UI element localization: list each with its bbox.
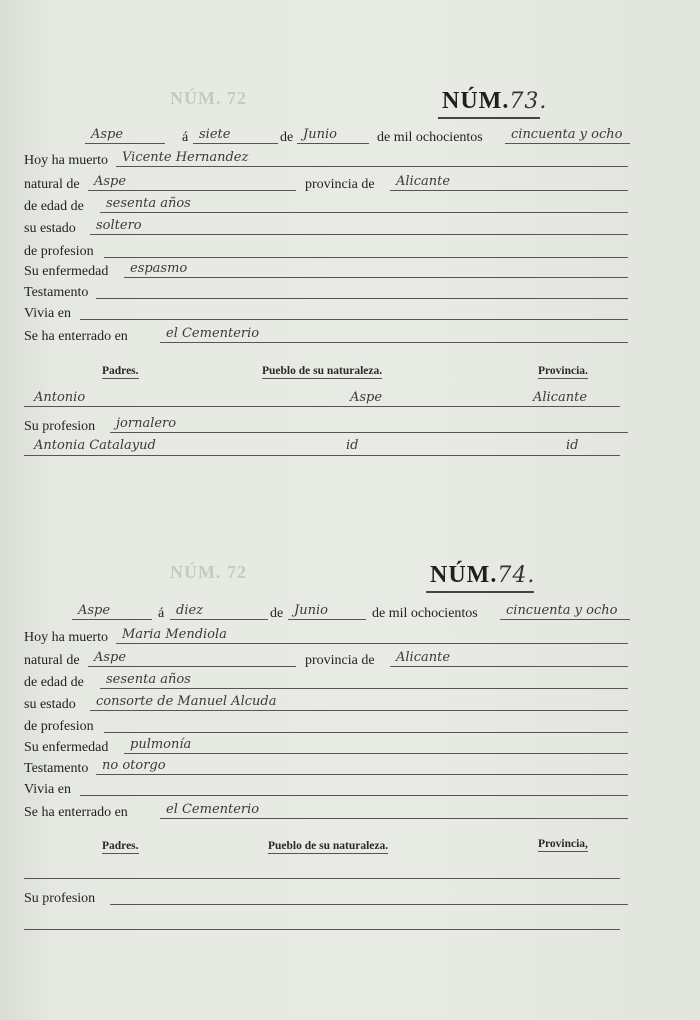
padres-header: Padres.: [102, 365, 139, 377]
vivia-field: [80, 777, 628, 796]
father-line: [24, 406, 620, 407]
a-label: á: [158, 606, 165, 621]
natural-field: Aspe: [88, 648, 296, 667]
month-field: Junio: [288, 601, 366, 620]
mother-line: [24, 929, 620, 930]
enfermedad-label: Su enfermedad: [24, 740, 109, 755]
vivia-field: [80, 301, 628, 320]
profesion-label: de profesion: [24, 719, 94, 734]
muerto-label: Hoy ha muerto: [24, 153, 108, 168]
edad-field: sesenta años: [100, 670, 628, 689]
father-town: Aspe: [350, 390, 383, 405]
record-number-value: 73.: [509, 89, 548, 114]
father-province: Alicante: [533, 390, 588, 405]
mother-province: id: [566, 438, 579, 453]
mother-town: id: [346, 438, 359, 453]
profesion-field: [104, 714, 628, 733]
padres-header: Padres.: [102, 840, 139, 852]
enterrado-field: el Cementerio: [160, 800, 628, 819]
mother-name-field: Antonia Catalayud id id: [34, 438, 579, 453]
provincia-header: Provincia,: [538, 838, 588, 850]
place-field: Aspe: [85, 125, 165, 144]
edad-label: de edad de: [24, 199, 84, 214]
de-label: de: [270, 606, 284, 621]
estado-field: consorte de Manuel Alcuda: [90, 692, 628, 711]
muerto-label: Hoy ha muerto: [24, 630, 108, 645]
enterrado-field: el Cementerio: [160, 324, 628, 343]
month-field: Junio: [297, 125, 369, 144]
natural-label: natural de: [24, 177, 80, 192]
estado-label: su estado: [24, 221, 76, 236]
year-field: cincuenta y ocho: [500, 601, 630, 620]
a-label: á: [182, 130, 189, 145]
mother-line: [24, 455, 620, 456]
mil-label: de mil ochocientos: [372, 606, 478, 621]
natural-field: Aspe: [88, 172, 296, 191]
enterrado-label: Se ha enterrado en: [24, 329, 128, 344]
day-field: diez: [170, 601, 268, 620]
year-field: cincuenta y ocho: [505, 125, 630, 144]
enfermedad-label: Su enfermedad: [24, 264, 109, 279]
ghost-number-top: NÚM. 72: [170, 88, 247, 108]
su-profesion-label: Su profesion: [24, 891, 96, 906]
provincia-label: provincia de: [305, 177, 375, 192]
enterrado-label: Se ha enterrado en: [24, 805, 128, 820]
vivia-label: Vivia en: [24, 306, 71, 321]
provincia-field: Alicante: [390, 648, 628, 667]
mother-name-field: [28, 908, 620, 926]
mil-label: de mil ochocientos: [377, 130, 483, 145]
enfermedad-field: espasmo: [124, 259, 628, 278]
father-line: [24, 878, 620, 879]
record-number-underline: [426, 591, 534, 593]
su-profesion-field: jornalero: [110, 414, 628, 433]
edad-field: sesenta años: [100, 194, 628, 213]
estado-field: soltero: [90, 216, 628, 235]
record-number: NÚM.73.: [442, 88, 548, 114]
edad-label: de edad de: [24, 675, 84, 690]
provincia-field: Alicante: [390, 172, 628, 191]
deceased-name-field: Maria Mendiola: [116, 625, 628, 644]
provincia-header: Provincia.: [538, 365, 588, 377]
su-profesion-label: Su profesion: [24, 419, 96, 434]
day-field: siete: [193, 125, 278, 144]
place-field: Aspe: [72, 601, 152, 620]
provincia-label: provincia de: [305, 653, 375, 668]
record-number-value: 74.: [497, 563, 536, 588]
profesion-field: [104, 239, 628, 258]
ghost-number-bottom: NÚM. 72: [170, 562, 247, 582]
record-number-underline: [438, 117, 540, 119]
pueblo-header: Pueblo de su naturaleza.: [262, 365, 383, 377]
su-profesion-field: [110, 886, 628, 905]
record-number: NÚM.74.: [430, 562, 536, 588]
de-label: de: [280, 130, 294, 145]
natural-label: natural de: [24, 653, 80, 668]
testamento-label: Testamento: [24, 285, 89, 300]
pueblo-header: Pueblo de su naturaleza.: [268, 840, 389, 852]
father-name-field: Antonio Aspe Alicante: [34, 390, 588, 405]
testamento-field: [96, 280, 628, 299]
deceased-name-field: Vicente Hernandez: [116, 148, 628, 167]
profesion-label: de profesion: [24, 244, 94, 259]
father-name-field: [28, 860, 620, 878]
vivia-label: Vivia en: [24, 782, 71, 797]
testamento-label: Testamento: [24, 761, 89, 776]
testamento-field: no otorgo: [96, 756, 628, 775]
enfermedad-field: pulmonía: [124, 735, 628, 754]
estado-label: su estado: [24, 697, 76, 712]
